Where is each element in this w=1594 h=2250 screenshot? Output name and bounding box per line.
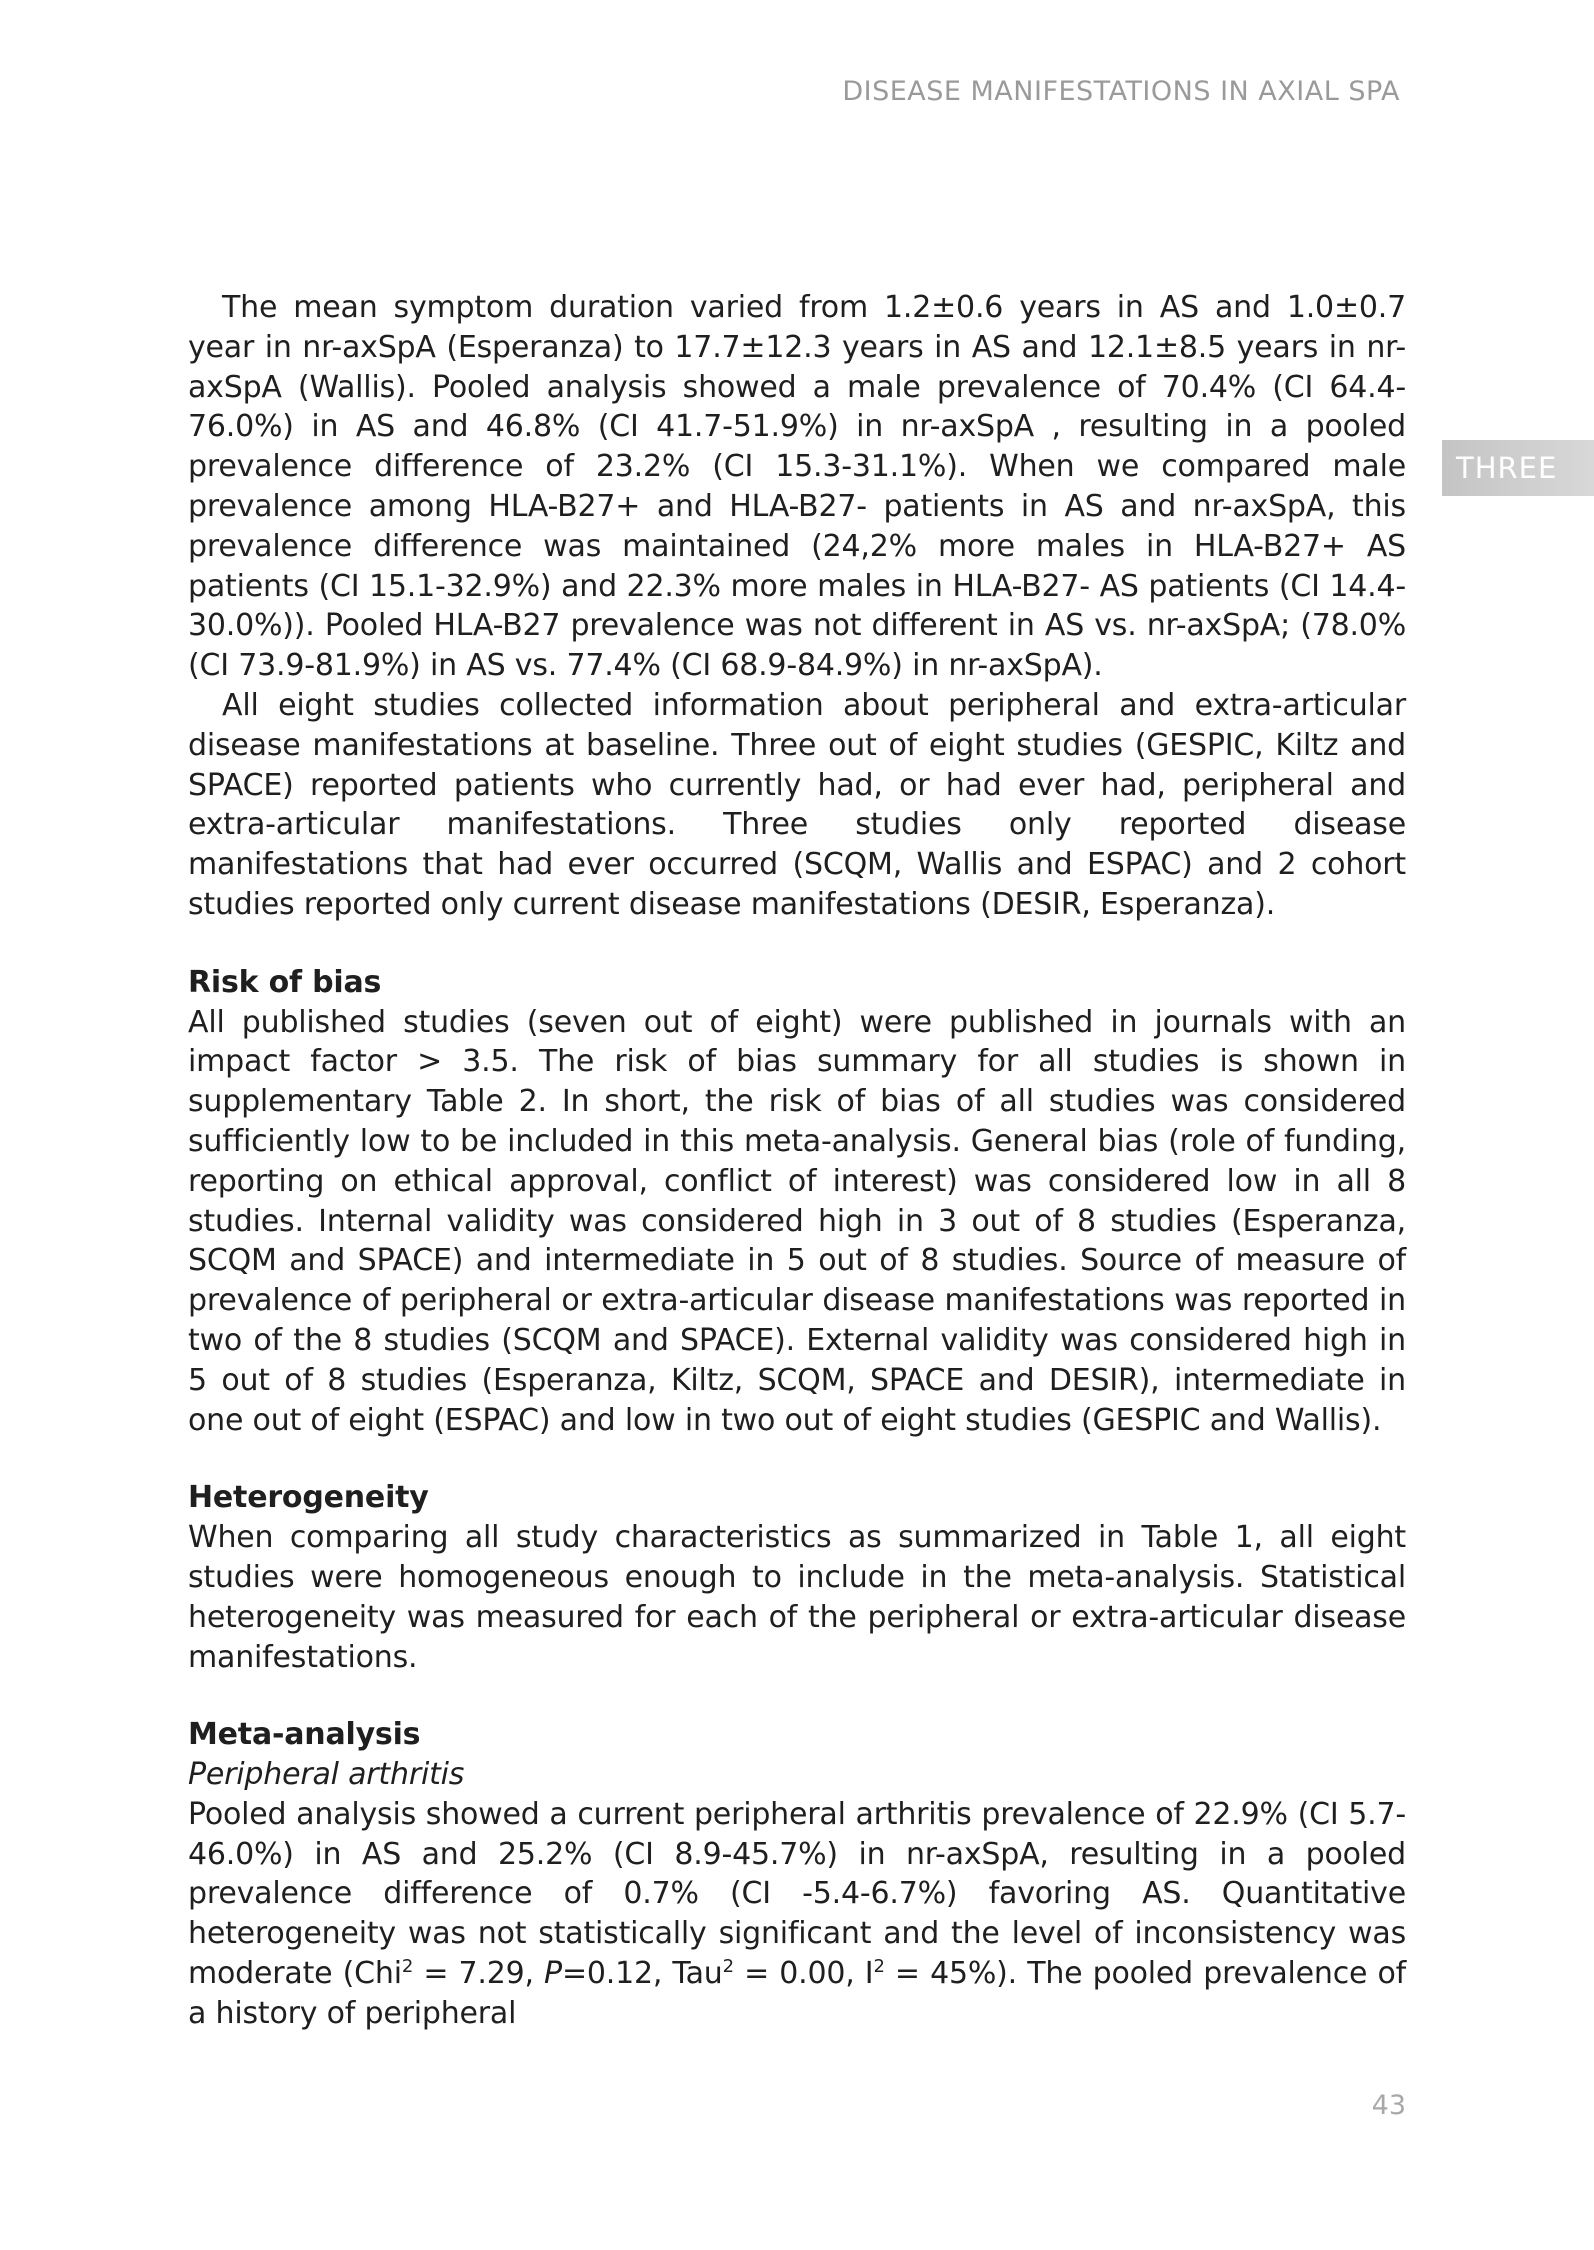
heading-heterogeneity: Heterogeneity [188, 1480, 429, 1516]
paragraph-risk-of-bias: All published studies (seven out of eight) were published in journals with an impact factor > 3.5. The risk of bias summary for all studies is shown in supplementary Table 2. In short, the risk of bias of all studies was considered sufficiently low to be included in this meta-analysis. General bias (role of funding, reporting on ethical approval, conflict of interest) was considered low in all 8 studies. Internal validity was considered high in 3 out of 8 studies (Esperanza, SCQM and SPACE) and intermediate in 5 out of 8 studies. Source of measure of prevalence of peripheral or extra-articular disease manifestations was reported in two of the 8 studies (SCQM and SPACE). External validity was considered high in 5 out of 8 studies (Esperanza, Kiltz, SCQM, SPACE and DESIR), intermediate in one out of eight (ESPAC) and low in two out of eight studies (GESPIC and Wallis). [188, 1004, 1406, 1438]
body-text [188, 288, 1406, 2034]
spacer [188, 1677, 1406, 1715]
text-run: Pooled analysis showed a current peripheral arthritis prevalence of 22.9% (CI 5.7-46.0%) in AS and 25.2% (CI 8.9-45.7%) in nr-axSpA, resulting in a pooled prevalence difference of 0.7% (CI -5.4-6.7%) favoring AS. Quantitative heterogeneity was not statistically significant and the level of inconsistency was moderate (Chi [188, 1796, 1406, 1992]
running-header: DISEASE MANIFESTATIONS IN AXIAL SPA [842, 76, 1400, 107]
paragraph-heterogeneity: When comparing all study characteristics as summarized in Table 1, all eight studies were homogeneous enough to include in the meta-analysis. Statistical heterogeneity was measured for each of the peripheral or extra-articular disease manifestations. [188, 1520, 1406, 1675]
text-run: =0.12, Tau [561, 1956, 723, 1992]
heading-risk-of-bias: Risk of bias [188, 964, 382, 1000]
superscript: 2 [401, 1956, 414, 1978]
text-run: = 0.00, I [733, 1956, 874, 1992]
text-run: = 45%). The pooled prevalence of a history of peripheral [188, 1956, 1407, 2031]
page-number: 43 [1371, 2090, 1406, 2121]
p-value-label: P [544, 1956, 562, 1992]
superscript: 2 [722, 1956, 734, 1978]
paragraph-manifestations: All eight studies collected information about peripheral and extra-articular disease manifestations at baseline. Three out of eight studies (GESPIC, Kiltz and SPACE) reported patients who currently had, or had ever had, peripheral and extra-articular manifestations. Three studies only reported disease manifestations that had ever occurred (SCQM, Wallis and ESPAC) and 2 cohort studies reported only current disease manifestations (DESIR, Esperanza). [188, 687, 1406, 922]
spacer [188, 925, 1406, 963]
subheading-peripheral-arthritis: Peripheral arthritis [188, 1757, 465, 1793]
spacer [188, 1440, 1406, 1478]
paragraph-meta-analysis [188, 1795, 1406, 2034]
text-run: = 7.29, [413, 1956, 545, 1992]
heading-meta-analysis: Meta-analysis [188, 1717, 421, 1753]
chapter-tab: THREE [1442, 440, 1594, 496]
superscript: 2 [873, 1956, 885, 1978]
paragraph-symptom-duration: The mean symptom duration varied from 1.2±0.6 years in AS and 1.0±0.7 year in nr-axSpA (Esperanza) to 17.7±12.3 years in AS and 12.1±8.5 years in nr-axSpA (Wallis). Pooled analysis showed a male prevalence of 70.4% (CI 64.4-76.0%) in AS and 46.8% (CI 41.7-51.9%) in nr-axSpA , resulting in a pooled prevalence difference of 23.2% (CI 15.3-31.1%). When we compared male prevalence among HLA-B27+ and HLA-B27- patients in AS and nr-axSpA, this prevalence difference was maintained (24,2% more males in HLA-B27+ AS patients (CI 15.1-32.9%) and 22.3% more males in HLA-B27- AS patients (CI 14.4-30.0%)). Pooled HLA-B27 prevalence was not different in AS vs. nr-axSpA; (78.0% (CI 73.9-81.9%) in AS vs. 77.4% (CI 68.9-84.9%) in nr-axSpA). [188, 290, 1406, 684]
